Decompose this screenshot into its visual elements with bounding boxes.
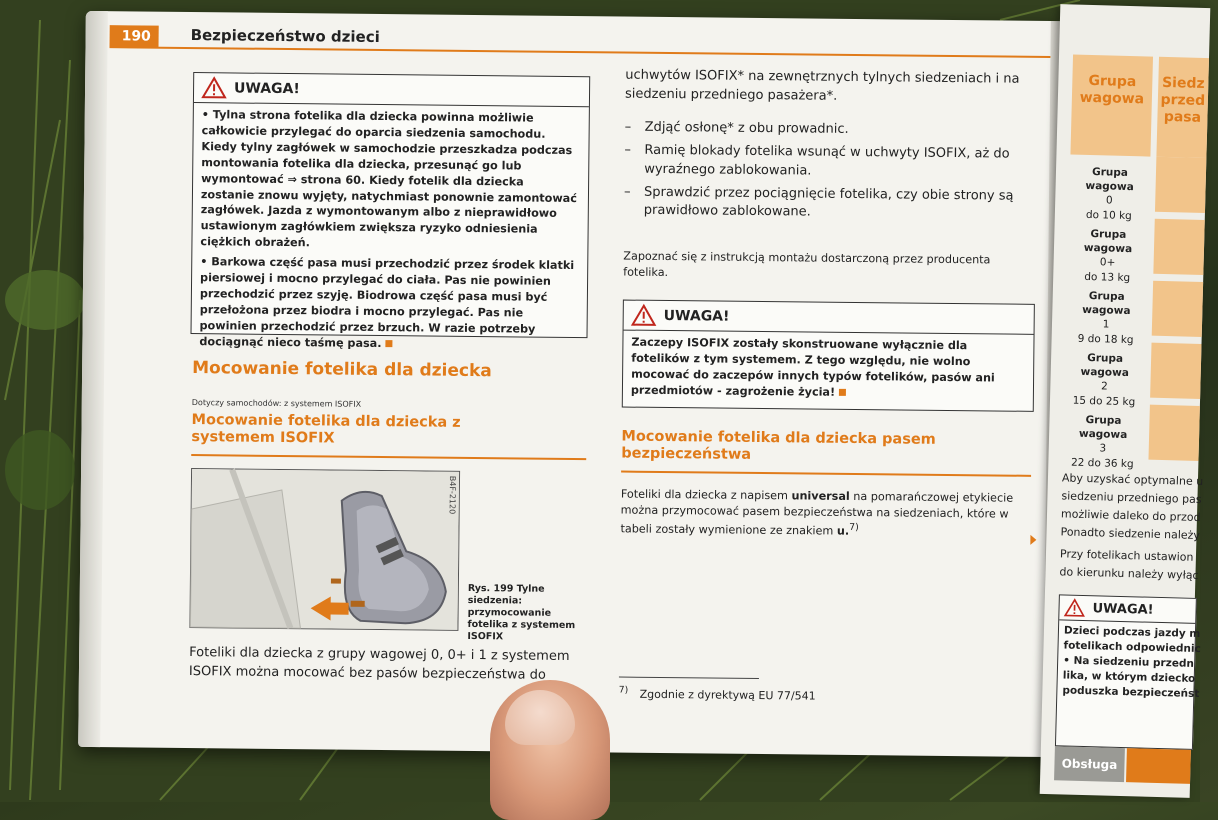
warning-triangle-icon xyxy=(202,77,226,98)
footnote-ref: 7) xyxy=(849,522,859,534)
row-label: Grupa wagowa xyxy=(1080,351,1130,380)
warning-bullet-1: Tylna strona fotelika dla dziecka powinna możliwie całkowicie przylegać do oparcia siedzenia samochodu. Kiedy tylny zagłówek w samochodzie przeszkadza podczas montowania fotelika dla dziecka, przesunąć go lub wymontować ⇒ strona 60. Kiedy fotelik dla dziecka zostanie znowu wyjęty, natychmiast ponownie zamontować zagłówek. Jazda z wymontowanym albo z nieprawidłowo ustawionym zagłówkiem zwiększa ryzyko odniesienia ciężkich obrażeń. xyxy=(200,108,577,250)
row-range: 22 do 36 kg xyxy=(1070,456,1134,470)
right-text-5: Przy fotelikach ustawion xyxy=(1059,547,1194,564)
row-label: Grupa wagowa xyxy=(1083,228,1133,256)
warning-title: UWAGA! xyxy=(1092,600,1154,618)
warning-text: Zaczepy ISOFIX zostały skonstruowane wyłącznie dla fotelików z tym systemem. Z tego względu, nie wolno mocować do zaczepów innych typów fotelików, pasów ani przedmiotów - zagrożenie życia! xyxy=(630,335,995,399)
row-group: 2 xyxy=(1100,380,1108,393)
warning-bullet-2: Barkowa część pasa musi przechodzić przez środek klatki piersiowej i mocno przylegać do ciała. Pas nie powinien przechodzić przez szyję. Biodrowa część pasa musi być przełożona przez biodra i mocno przylegać. Pas nie powinien przechodzić przez brzuch. W razie potrzeby dociągnąć nieco taśmę pasa. xyxy=(199,255,575,350)
table-cell xyxy=(1152,281,1203,337)
warning-box-1 xyxy=(191,72,591,350)
warning-triangle-icon xyxy=(1064,598,1084,617)
heading-pas-line2: bezpieczeństwa xyxy=(621,445,752,464)
heading-isofix-line2: systemem ISOFIX xyxy=(191,429,335,447)
section-header: Bezpieczeństwo dzieci xyxy=(190,26,380,46)
table-header-seat xyxy=(1156,57,1209,158)
col-header-2: Siedz przed pasa xyxy=(1160,74,1206,126)
steps-list xyxy=(624,119,1045,230)
heading-isofix-line1: Mocowanie fotelika dla dziecka z xyxy=(191,412,461,431)
warning-title: UWAGA! xyxy=(663,307,730,325)
step-2: – Ramię blokady fotelika wsunąć w uchwyty ISOFIX, aż do wyraźnego zablokowania. xyxy=(624,141,1044,183)
warning-body: Dzieci podczas jazdy m fotelikach odpowiednic • Na siedzeniu przedn lika, w którym dziecko poduszka bezpieczeńst xyxy=(1062,624,1201,700)
warning-box-2 xyxy=(622,300,1035,412)
para-pre: Foteliki dla dziecka z napisem xyxy=(620,487,792,503)
end-marker-icon xyxy=(385,340,392,347)
manual-spread xyxy=(78,11,1061,757)
row-group: 3 xyxy=(1099,442,1107,455)
warning-body: • Tylna strona fotelika dla dziecka powinna możliwie całkowicie przylegać do oparcia siedzenia samochodu. Kiedy tylny zagłówek w samochodzie przeszkadza podczas montowania fotelika dla dziecka, przesunąć go lub wymontować ⇒ strona 60. Kiedy fotelik dla dziecka zostanie znowu wyjęty, natychmiast ponownie zamontować zagłówek. Jazda z wymontowanym albo z nieprawidłowo ustawionym zagłówkiem zwiększa ryzyko odniesienia ciężkich obrażeń. • Barkowa część pasa musi przechodzić przez środek klatki piersiowej i mocno przylegać do ciała. Pas nie powinien przechodzić przez szyję. Biodrowa część pasa musi być przełożona przez biodra i mocno przylegać. Pas nie powinien przechodzić przez brzuch. W razie potrzeby dociągnąć nieco taśmę pasa. xyxy=(199,108,577,350)
warn3-line-2: fotelikach odpowiednic xyxy=(1063,639,1201,655)
heading-pas-line1: Mocowanie fotelika dla dziecka pasem xyxy=(621,428,936,448)
continue-arrow-icon xyxy=(1030,535,1036,545)
row-group: 1 xyxy=(1102,318,1110,331)
row-range: do 10 kg xyxy=(1085,208,1132,222)
table-cell xyxy=(1150,343,1201,399)
figure-code: B4F-2120 xyxy=(447,475,458,515)
warning-body xyxy=(623,331,1034,407)
right-text-4: Ponadto siedzenie należy xyxy=(1060,525,1201,543)
table-header-group xyxy=(1070,55,1153,157)
row-label: Grupa wagowa xyxy=(1078,413,1128,442)
right-page xyxy=(1040,4,1211,798)
body-line-2: ISOFIX można mocować bez pasów bezpieczeństwa do xyxy=(188,663,546,683)
right-text-2: siedzeniu przedniego pas xyxy=(1061,489,1202,507)
step-1: – Zdjąć osłonę* z obu prowadnic. xyxy=(625,119,1045,142)
table-row xyxy=(1064,350,1145,409)
manufacturer-note: Zapoznać się z instrukcją montażu dostarczoną przez producenta fotelika. xyxy=(623,249,991,280)
warn3-line-4: lika, w którym dziecko xyxy=(1062,669,1196,685)
warning-box-3 xyxy=(1055,594,1201,750)
body-text-left xyxy=(189,644,589,686)
para-u: u. xyxy=(836,525,850,539)
warning-header xyxy=(194,73,589,107)
table-row xyxy=(1069,164,1150,223)
footnote-text: Zgodnie z dyrektywą EU 77/541 xyxy=(639,687,816,703)
row-group: 0 xyxy=(1105,194,1113,207)
intro-text: uchwytów ISOFIX* na zewnętrznych tylnych siedzeniach i na siedzeniu przedniego pasażera*. xyxy=(624,67,1020,104)
right-text-6: do kierunku należy wyłąc xyxy=(1059,565,1199,582)
heading-isofix xyxy=(191,412,460,449)
body-line-1: Foteliki dla dziecka z grupy wagowej 0, 0+ i 1 z systemem xyxy=(189,645,570,665)
table-cell xyxy=(1155,157,1206,213)
para-post: na pomarańczowej etykiecie można przymocować pasem bezpieczeństwa na siedzeniach, które w tabeli zostały wymienione ze znakiem xyxy=(620,489,1014,539)
warning-header xyxy=(624,301,1034,335)
heading-mocowanie: Mocowanie fotelika dla dziecka xyxy=(192,358,492,382)
table-row xyxy=(1067,226,1148,285)
page-number: 190 xyxy=(110,25,159,48)
universal-paragraph xyxy=(620,487,1031,543)
row-range: 15 do 25 kg xyxy=(1072,394,1136,408)
table-row xyxy=(1065,288,1146,347)
table-cell xyxy=(1153,219,1204,275)
warning-header xyxy=(1059,595,1196,624)
right-text-1: Aby uzyskać optymalne u xyxy=(1061,471,1204,489)
footnote xyxy=(619,685,816,703)
heading-pas xyxy=(621,429,936,467)
warn3-line-3: Na siedzeniu przedn xyxy=(1073,654,1195,670)
row-label: Grupa wagowa xyxy=(1082,290,1131,318)
footer-tab-accent xyxy=(1126,748,1191,784)
warning-title: UWAGA! xyxy=(233,79,300,97)
warning-triangle-icon xyxy=(632,305,656,326)
table-row xyxy=(1062,412,1143,471)
right-text-3: możliwie daleko do przod xyxy=(1060,507,1201,525)
footnote-number: 7) xyxy=(618,684,629,696)
row-group: 0+ xyxy=(1099,256,1116,270)
applies-to: Dotyczy samochodów: z systemem ISOFIX xyxy=(191,398,362,409)
table-cell xyxy=(1148,405,1199,461)
footnote-rule xyxy=(619,677,759,679)
end-marker-icon xyxy=(839,389,846,396)
row-label: Grupa wagowa xyxy=(1085,166,1134,194)
warn3-line-1: Dzieci podczas jazdy m xyxy=(1063,624,1201,641)
para-bold: universal xyxy=(791,489,850,503)
footer-tab-obsluga: Obsługa xyxy=(1054,746,1125,782)
figure-caption: Rys. 199 Tylne siedzenia: przymocowanie fotelika z systemem ISOFIX xyxy=(467,582,576,642)
header-rule xyxy=(109,46,1050,58)
heading-rule xyxy=(191,454,586,460)
heading-rule xyxy=(621,471,1031,477)
col-header-1: Grupa wagowa xyxy=(1079,72,1145,108)
figure-isofix xyxy=(189,468,460,631)
car-seat-illustration xyxy=(190,469,459,630)
warn3-line-5: poduszka bezpieczeńst xyxy=(1062,684,1200,700)
step-3: – Sprawdzić przez pociągnięcie fotelika, czy obie strony są prawidłowo zablokowane. xyxy=(624,183,1044,225)
row-range: 9 do 18 kg xyxy=(1077,332,1134,346)
row-range: do 13 kg xyxy=(1084,270,1131,284)
